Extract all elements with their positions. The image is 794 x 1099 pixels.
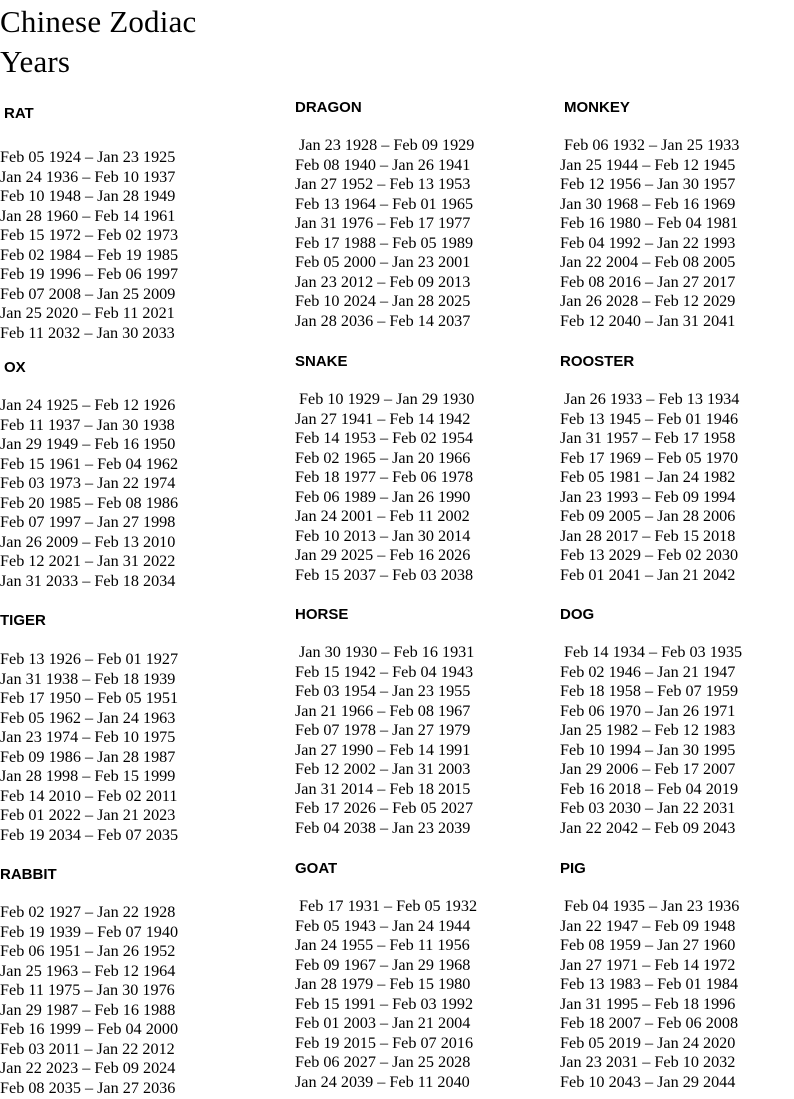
date-range: Feb 02 1984 – Feb 19 1985 xyxy=(0,245,179,264)
sign-section-dragon xyxy=(295,99,545,330)
date-range: Jan 21 1966 – Feb 08 1967 xyxy=(295,701,471,720)
date-list xyxy=(560,390,739,585)
date-range: Feb 12 2021 – Jan 31 2022 xyxy=(0,552,176,570)
date-range: Feb 19 1939 – Feb 07 1940 xyxy=(0,922,179,941)
sign-heading: OX xyxy=(4,359,26,376)
date-range: Feb 06 1970 – Jan 26 1971 xyxy=(560,701,736,720)
date-range: Feb 05 1981 – Jan 24 1982 xyxy=(560,468,736,486)
date-range: Feb 10 1948 – Jan 28 1949 xyxy=(0,187,176,205)
date-range: Jan 25 1963 – Feb 12 1964 xyxy=(0,961,176,980)
date-range: Feb 08 1959 – Jan 27 1960 xyxy=(560,936,736,954)
date-range: Jan 23 2031 – Feb 10 2032 xyxy=(560,1053,736,1071)
date-range: Feb 20 1985 – Feb 08 1986 xyxy=(0,493,179,512)
sign-heading: MONKEY xyxy=(564,99,630,116)
sign-section-rat xyxy=(0,105,250,342)
date-range: Jan 29 2025 – Feb 16 2026 xyxy=(295,546,471,564)
date-range: Jan 27 1941 – Feb 14 1942 xyxy=(295,409,471,428)
date-range: Feb 03 1973 – Jan 22 1974 xyxy=(0,474,176,492)
date-range: Feb 13 1964 – Feb 01 1965 xyxy=(295,194,474,213)
date-list xyxy=(560,897,739,1092)
sign-section-goat xyxy=(295,860,545,1091)
date-range: Feb 13 1983 – Feb 01 1984 xyxy=(560,975,739,993)
date-range: Feb 05 2019 – Jan 24 2020 xyxy=(560,1033,736,1052)
sign-heading: PIG xyxy=(560,860,586,877)
date-range: Feb 19 2034 – Feb 07 2035 xyxy=(0,825,179,844)
date-range: Jan 29 2006 – Feb 17 2007 xyxy=(560,760,736,778)
sign-section-rabbit xyxy=(0,866,250,1097)
date-range: Jan 30 1968 – Feb 16 1969 xyxy=(560,194,736,213)
date-range: Feb 17 1931 – Feb 05 1932 xyxy=(299,897,478,915)
date-range: Feb 16 1980 – Feb 04 1981 xyxy=(560,214,739,232)
date-range: Feb 09 1967 – Jan 29 1968 xyxy=(295,955,471,974)
sign-section-snake xyxy=(295,353,545,584)
date-range: Jan 24 1936 – Feb 10 1937 xyxy=(0,167,176,186)
date-range: Jan 28 1960 – Feb 14 1961 xyxy=(0,206,176,225)
date-range: Feb 10 2024 – Jan 28 2025 xyxy=(295,292,471,310)
sign-heading: ROOSTER xyxy=(560,353,635,370)
date-range: Feb 10 2043 – Jan 29 2044 xyxy=(560,1072,736,1091)
date-list xyxy=(295,897,477,1092)
date-range: Feb 11 1937 – Jan 30 1938 xyxy=(0,415,175,434)
sign-section-monkey xyxy=(560,99,794,330)
date-list xyxy=(560,136,739,331)
date-range: Jan 28 1979 – Feb 15 1980 xyxy=(295,975,471,993)
date-range: Jan 28 1998 – Feb 15 1999 xyxy=(0,767,176,785)
date-range: Feb 03 2030 – Jan 22 2031 xyxy=(560,799,736,817)
date-range: Jan 29 1987 – Feb 16 1988 xyxy=(0,1000,176,1019)
date-range: Feb 07 1978 – Jan 27 1979 xyxy=(295,721,471,739)
sign-heading: HORSE xyxy=(295,606,349,623)
date-range: Feb 08 2016 – Jan 27 2017 xyxy=(560,272,736,291)
date-range: Feb 06 1951 – Jan 26 1952 xyxy=(0,942,176,960)
date-range: Feb 16 2018 – Feb 04 2019 xyxy=(560,779,739,798)
date-range: Feb 02 1946 – Jan 21 1947 xyxy=(560,662,736,681)
sign-section-dog xyxy=(560,606,794,837)
date-list xyxy=(0,148,178,343)
date-range: Feb 15 1942 – Feb 04 1943 xyxy=(295,662,474,681)
date-range: Jan 30 1930 – Feb 16 1931 xyxy=(299,643,475,661)
date-range: Feb 14 2010 – Feb 02 2011 xyxy=(0,786,178,805)
date-range: Jan 25 1982 – Feb 12 1983 xyxy=(560,721,736,739)
date-range: Jan 29 1949 – Feb 16 1950 xyxy=(0,435,176,453)
date-range: Feb 14 1934 – Feb 03 1935 xyxy=(564,643,743,661)
date-range: Feb 04 1992 – Jan 22 1993 xyxy=(560,233,736,252)
sign-heading: RAT xyxy=(4,105,34,122)
date-range: Jan 27 1952 – Feb 13 1953 xyxy=(295,175,471,193)
date-range: Feb 13 1945 – Feb 01 1946 xyxy=(560,409,739,428)
date-list xyxy=(295,643,474,838)
date-range: Feb 04 2038 – Jan 23 2039 xyxy=(295,818,471,837)
date-range: Feb 05 1943 – Jan 24 1944 xyxy=(295,916,471,935)
sign-section-horse xyxy=(295,606,545,837)
date-range: Jan 31 1976 – Feb 17 1977 xyxy=(295,214,471,232)
date-range: Jan 24 1955 – Feb 11 1956 xyxy=(295,936,470,954)
date-range: Feb 12 2040 – Jan 31 2041 xyxy=(560,311,736,330)
date-range: Jan 31 2014 – Feb 18 2015 xyxy=(295,779,471,798)
sign-heading: DOG xyxy=(560,606,595,623)
sign-section-rooster xyxy=(560,353,794,584)
date-range: Jan 22 2004 – Feb 08 2005 xyxy=(560,253,736,271)
date-range: Jan 23 1974 – Feb 10 1975 xyxy=(0,728,176,746)
date-list xyxy=(560,643,742,838)
date-list xyxy=(295,390,474,585)
date-range: Jan 27 1990 – Feb 14 1991 xyxy=(295,740,471,759)
date-range: Feb 05 1924 – Jan 23 1925 xyxy=(0,148,176,166)
date-range: Jan 22 1947 – Feb 09 1948 xyxy=(560,916,736,935)
date-range: Feb 16 1999 – Feb 04 2000 xyxy=(0,1020,179,1038)
date-range: Feb 11 2032 – Jan 30 2033 xyxy=(0,323,175,342)
date-range: Jan 31 2033 – Feb 18 2034 xyxy=(0,571,176,590)
date-range: Jan 26 2009 – Feb 13 2010 xyxy=(0,532,176,551)
date-range: Jan 27 1971 – Feb 14 1972 xyxy=(560,955,736,974)
date-range: Feb 13 1926 – Feb 01 1927 xyxy=(0,650,179,668)
date-range: Feb 01 2041 – Jan 21 2042 xyxy=(560,565,736,584)
date-range: Feb 03 1954 – Jan 23 1955 xyxy=(295,682,471,700)
date-range: Jan 31 1995 – Feb 18 1996 xyxy=(560,994,736,1013)
date-range: Jan 25 1944 – Feb 12 1945 xyxy=(560,155,736,174)
date-range: Jan 28 2017 – Feb 15 2018 xyxy=(560,526,736,545)
date-range: Jan 25 2020 – Feb 11 2021 xyxy=(0,304,175,322)
date-range: Feb 10 1929 – Jan 29 1930 xyxy=(299,390,475,408)
date-range: Feb 17 2026 – Feb 05 2027 xyxy=(295,799,474,817)
date-range: Feb 10 2013 – Jan 30 2014 xyxy=(295,526,471,545)
date-range: Feb 18 1958 – Feb 07 1959 xyxy=(560,682,739,700)
sign-heading: TIGER xyxy=(0,612,46,629)
date-range: Feb 15 1991 – Feb 03 1992 xyxy=(295,994,474,1013)
date-list xyxy=(0,396,178,591)
date-range: Feb 09 2005 – Jan 28 2006 xyxy=(560,507,736,525)
date-range: Feb 06 2027 – Jan 25 2028 xyxy=(295,1053,471,1071)
date-range: Feb 02 1965 – Jan 20 1966 xyxy=(295,448,471,467)
date-list xyxy=(0,903,178,1098)
date-range: Feb 10 1994 – Jan 30 1995 xyxy=(560,740,736,759)
page-title-line-1: Chinese Zodiac xyxy=(0,4,197,39)
date-range: Feb 17 1969 – Feb 05 1970 xyxy=(560,448,739,467)
sign-section-ox xyxy=(0,359,250,590)
date-range: Feb 11 1975 – Jan 30 1976 xyxy=(0,981,175,999)
sign-heading: RABBIT xyxy=(0,866,57,883)
date-range: Jan 24 1925 – Feb 12 1926 xyxy=(0,396,176,414)
date-range: Jan 23 2012 – Feb 09 2013 xyxy=(295,272,471,291)
date-range: Jan 23 1928 – Feb 09 1929 xyxy=(299,136,475,154)
date-range: Feb 18 2007 – Feb 06 2008 xyxy=(560,1014,739,1032)
date-range: Jan 28 2036 – Feb 14 2037 xyxy=(295,311,471,330)
date-range: Jan 26 1933 – Feb 13 1934 xyxy=(564,390,740,408)
date-range: Feb 08 2035 – Jan 27 2036 xyxy=(0,1078,176,1097)
sign-heading: DRAGON xyxy=(295,99,362,116)
date-range: Jan 26 2028 – Feb 12 2029 xyxy=(560,292,736,310)
date-range: Feb 01 2003 – Jan 21 2004 xyxy=(295,1014,471,1032)
date-range: Feb 15 2037 – Feb 03 2038 xyxy=(295,565,474,584)
page-title-line-2: Years xyxy=(0,44,71,79)
date-range: Feb 06 1989 – Jan 26 1990 xyxy=(295,487,471,506)
date-range: Feb 12 1956 – Jan 30 1957 xyxy=(560,175,736,193)
date-range: Feb 15 1961 – Feb 04 1962 xyxy=(0,454,179,473)
date-range: Jan 31 1957 – Feb 17 1958 xyxy=(560,429,736,447)
date-range: Feb 14 1953 – Feb 02 1954 xyxy=(295,429,474,447)
date-range: Feb 17 1988 – Feb 05 1989 xyxy=(295,233,474,252)
date-list xyxy=(0,650,178,845)
date-range: Feb 08 1940 – Jan 26 1941 xyxy=(295,155,471,174)
sign-section-pig xyxy=(560,860,794,1091)
date-range: Feb 15 1972 – Feb 02 1973 xyxy=(0,226,179,244)
date-range: Feb 17 1950 – Feb 05 1951 xyxy=(0,689,179,707)
date-range: Jan 23 1993 – Feb 09 1994 xyxy=(560,487,736,506)
date-range: Feb 01 2022 – Jan 21 2023 xyxy=(0,806,176,824)
date-range: Feb 12 2002 – Jan 31 2003 xyxy=(295,760,471,778)
date-range: Jan 22 2042 – Feb 09 2043 xyxy=(560,818,736,837)
date-range: Feb 09 1986 – Jan 28 1987 xyxy=(0,747,176,766)
date-range: Feb 05 2000 – Jan 23 2001 xyxy=(295,253,471,271)
date-range: Feb 06 1932 – Jan 25 1933 xyxy=(564,136,740,154)
date-range: Jan 22 2023 – Feb 09 2024 xyxy=(0,1059,176,1077)
date-range: Feb 07 1997 – Jan 27 1998 xyxy=(0,513,176,531)
date-range: Feb 13 2029 – Feb 02 2030 xyxy=(560,546,739,564)
date-range: Feb 18 1977 – Feb 06 1978 xyxy=(295,468,474,486)
date-range: Feb 02 1927 – Jan 22 1928 xyxy=(0,903,176,921)
date-range: Feb 03 2011 – Jan 22 2012 xyxy=(0,1039,175,1058)
date-range: Jan 31 1938 – Feb 18 1939 xyxy=(0,669,176,688)
date-range: Feb 07 2008 – Jan 25 2009 xyxy=(0,284,176,303)
date-range: Feb 19 2015 – Feb 07 2016 xyxy=(295,1033,474,1052)
date-range: Feb 04 1935 – Jan 23 1936 xyxy=(564,897,740,915)
date-range: Feb 05 1962 – Jan 24 1963 xyxy=(0,708,176,727)
date-range: Jan 24 2001 – Feb 11 2002 xyxy=(295,507,470,525)
sign-heading: SNAKE xyxy=(295,353,348,370)
date-range: Feb 19 1996 – Feb 06 1997 xyxy=(0,265,179,283)
page-title xyxy=(0,2,197,82)
date-range: Jan 24 2039 – Feb 11 2040 xyxy=(295,1072,470,1091)
sign-heading: GOAT xyxy=(295,860,338,877)
sign-section-tiger xyxy=(0,612,250,844)
date-list xyxy=(295,136,474,331)
